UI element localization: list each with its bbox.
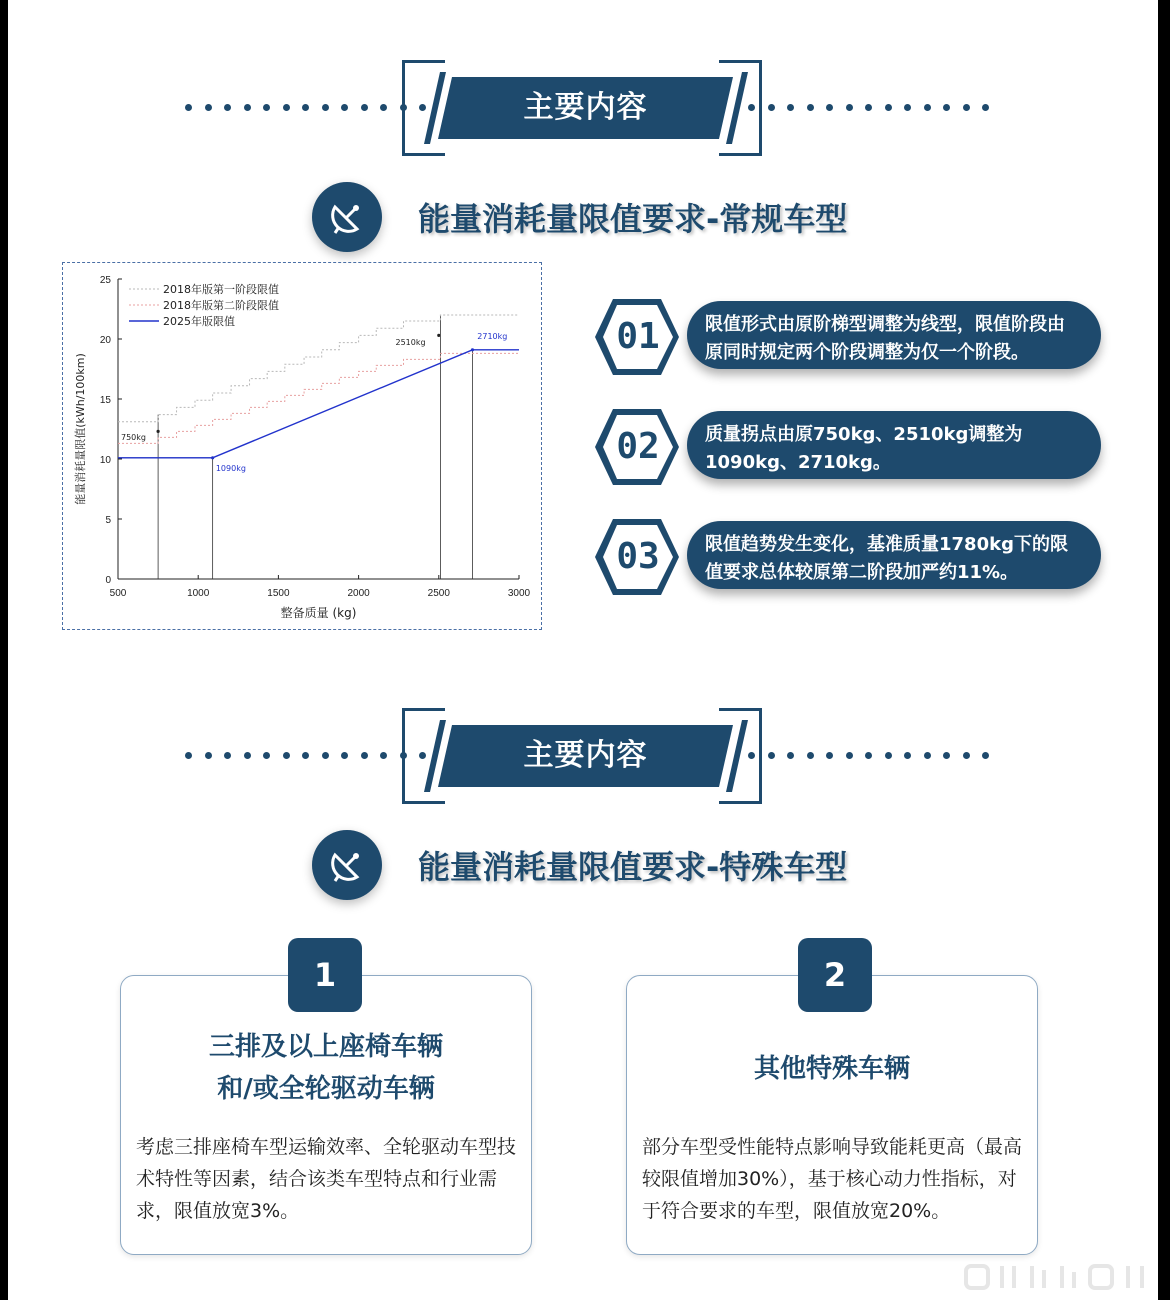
dot [322,752,329,759]
dot [185,752,192,759]
chart-container [62,262,542,630]
annotation-label: 2510kg [395,338,426,347]
dot [904,104,911,111]
dot [283,104,290,111]
page [8,0,1158,1300]
dot [380,104,387,111]
y-axis-label: 能量消耗量限值(kWh/100km) [74,353,87,505]
card-number-badge: 1 [288,938,362,1012]
dot [400,752,407,759]
dot [865,752,872,759]
energy-limit-chart [63,263,541,629]
x-tick-label: 500 [109,588,127,599]
section-header [8,182,1158,252]
point-pill [687,301,1101,369]
dot [361,104,368,111]
dot [302,104,309,111]
card-title-line1: 三排及以上座椅车辆 [208,1032,443,1062]
dot [302,752,309,759]
dot [224,752,231,759]
dot [380,752,387,759]
x-tick-label: 3000 [507,588,531,599]
dot [807,104,814,111]
dot [924,104,931,111]
point-text: 质量拐点由原750kg、2510kg调整为1090kg、2710kg。 [705,424,1023,473]
y-tick-label: 20 [99,335,111,346]
card-number-badge: 2 [798,938,872,1012]
satellite-dish-icon [312,182,382,252]
dot [224,104,231,111]
key-point-1 [591,297,1101,377]
card-body: 部分车型受性能特点影响导致能耗更高（最高较限值增加30%），基于核心动力性指标，对于符合要求的车型，限值放宽20%。 [642,1136,1023,1222]
dot [263,752,270,759]
banner-title: 主要内容 [523,90,648,125]
dot [244,752,251,759]
annotation-marker [157,430,160,433]
dot [787,752,794,759]
dot [341,104,348,111]
special-vehicle-card-2 [626,975,1038,1255]
dot [205,104,212,111]
banner-title: 主要内容 [523,738,648,773]
dot [885,752,892,759]
annotation-marker [437,334,440,337]
y-tick-label: 5 [105,515,111,526]
dot [865,104,872,111]
dot [924,752,931,759]
dot [787,104,794,111]
dot [400,104,407,111]
dot [885,104,892,111]
dot [263,104,270,111]
point-text: 限值趋势发生变化，基准质量1780kg下的限值要求总体较原第二阶段加严约11%。 [705,534,1068,583]
dot [826,104,833,111]
x-tick-label: 1500 [267,588,290,599]
x-tick-label: 1000 [187,588,210,599]
annotation-marker [471,348,474,351]
section-title: 能量消耗量限值要求-常规车型 [418,200,848,238]
card-body: 考虑三排座椅车型运输效率、全轮驱动车型技术特性等因素，结合该类车型特点和行业需求，限值放宽3%。 [136,1136,517,1222]
annotation-label: 2710kg [477,332,508,341]
y-tick-label: 0 [105,575,111,586]
dot [768,752,775,759]
dotted-line-right [748,104,983,112]
y-tick-label: 15 [99,395,111,406]
dot [943,752,950,759]
point-number: 03 [616,536,660,577]
dot [807,752,814,759]
dot [943,104,950,111]
x-tick-label: 2500 [427,588,450,599]
point-text: 限值形式由原阶梯型调整为线型，限值阶段由原同时规定两个阶段调整为仅一个阶段。 [705,314,1065,363]
point-pill [687,411,1101,479]
legend-label: 2018年版第二阶段限值 [163,299,279,312]
series-line-3 [118,350,519,458]
card-title: 其他特殊车辆 [753,1054,910,1084]
section-title: 能量消耗量限值要求-特殊车型 [418,848,848,886]
annotation-marker [211,456,214,459]
dot [361,752,368,759]
section-banner [8,708,1158,808]
y-tick-label: 10 [99,455,111,466]
dot [322,104,329,111]
series-line-1 [118,315,519,422]
dot [283,752,290,759]
dot [846,104,853,111]
special-vehicle-card-1 [120,975,532,1255]
dot [982,752,989,759]
annotation-label: 750kg [121,432,146,442]
dot [963,752,970,759]
key-point-3 [591,517,1101,597]
watermark [962,1262,1152,1292]
dot [982,104,989,111]
x-axis-label: 整备质量 (kg) [280,606,357,620]
series-line-2 [118,353,519,443]
point-pill [687,521,1101,589]
x-tick-label: 2000 [347,588,370,599]
dotted-line-left [185,752,420,760]
annotation-label: 1090kg [215,464,246,473]
dot [846,752,853,759]
legend-label: 2025年版限值 [163,315,235,328]
card-title-line2: 和/或全轮驱动车辆 [217,1074,435,1104]
dot [341,752,348,759]
dotted-line-left [185,104,420,112]
key-point-2 [591,407,1101,487]
dot [205,752,212,759]
legend-label: 2018年版第一阶段限值 [163,283,279,296]
point-number: 01 [616,316,660,357]
section-header [8,830,1158,900]
dot [748,752,755,759]
point-number: 02 [616,426,660,467]
dot [826,752,833,759]
dot [185,104,192,111]
dot [244,104,251,111]
dotted-line-right [748,752,983,760]
dot [768,104,775,111]
dot [963,104,970,111]
dot [748,104,755,111]
dot [904,752,911,759]
y-tick-label: 25 [99,275,111,286]
satellite-dish-icon [312,830,382,900]
section-banner [8,60,1158,160]
